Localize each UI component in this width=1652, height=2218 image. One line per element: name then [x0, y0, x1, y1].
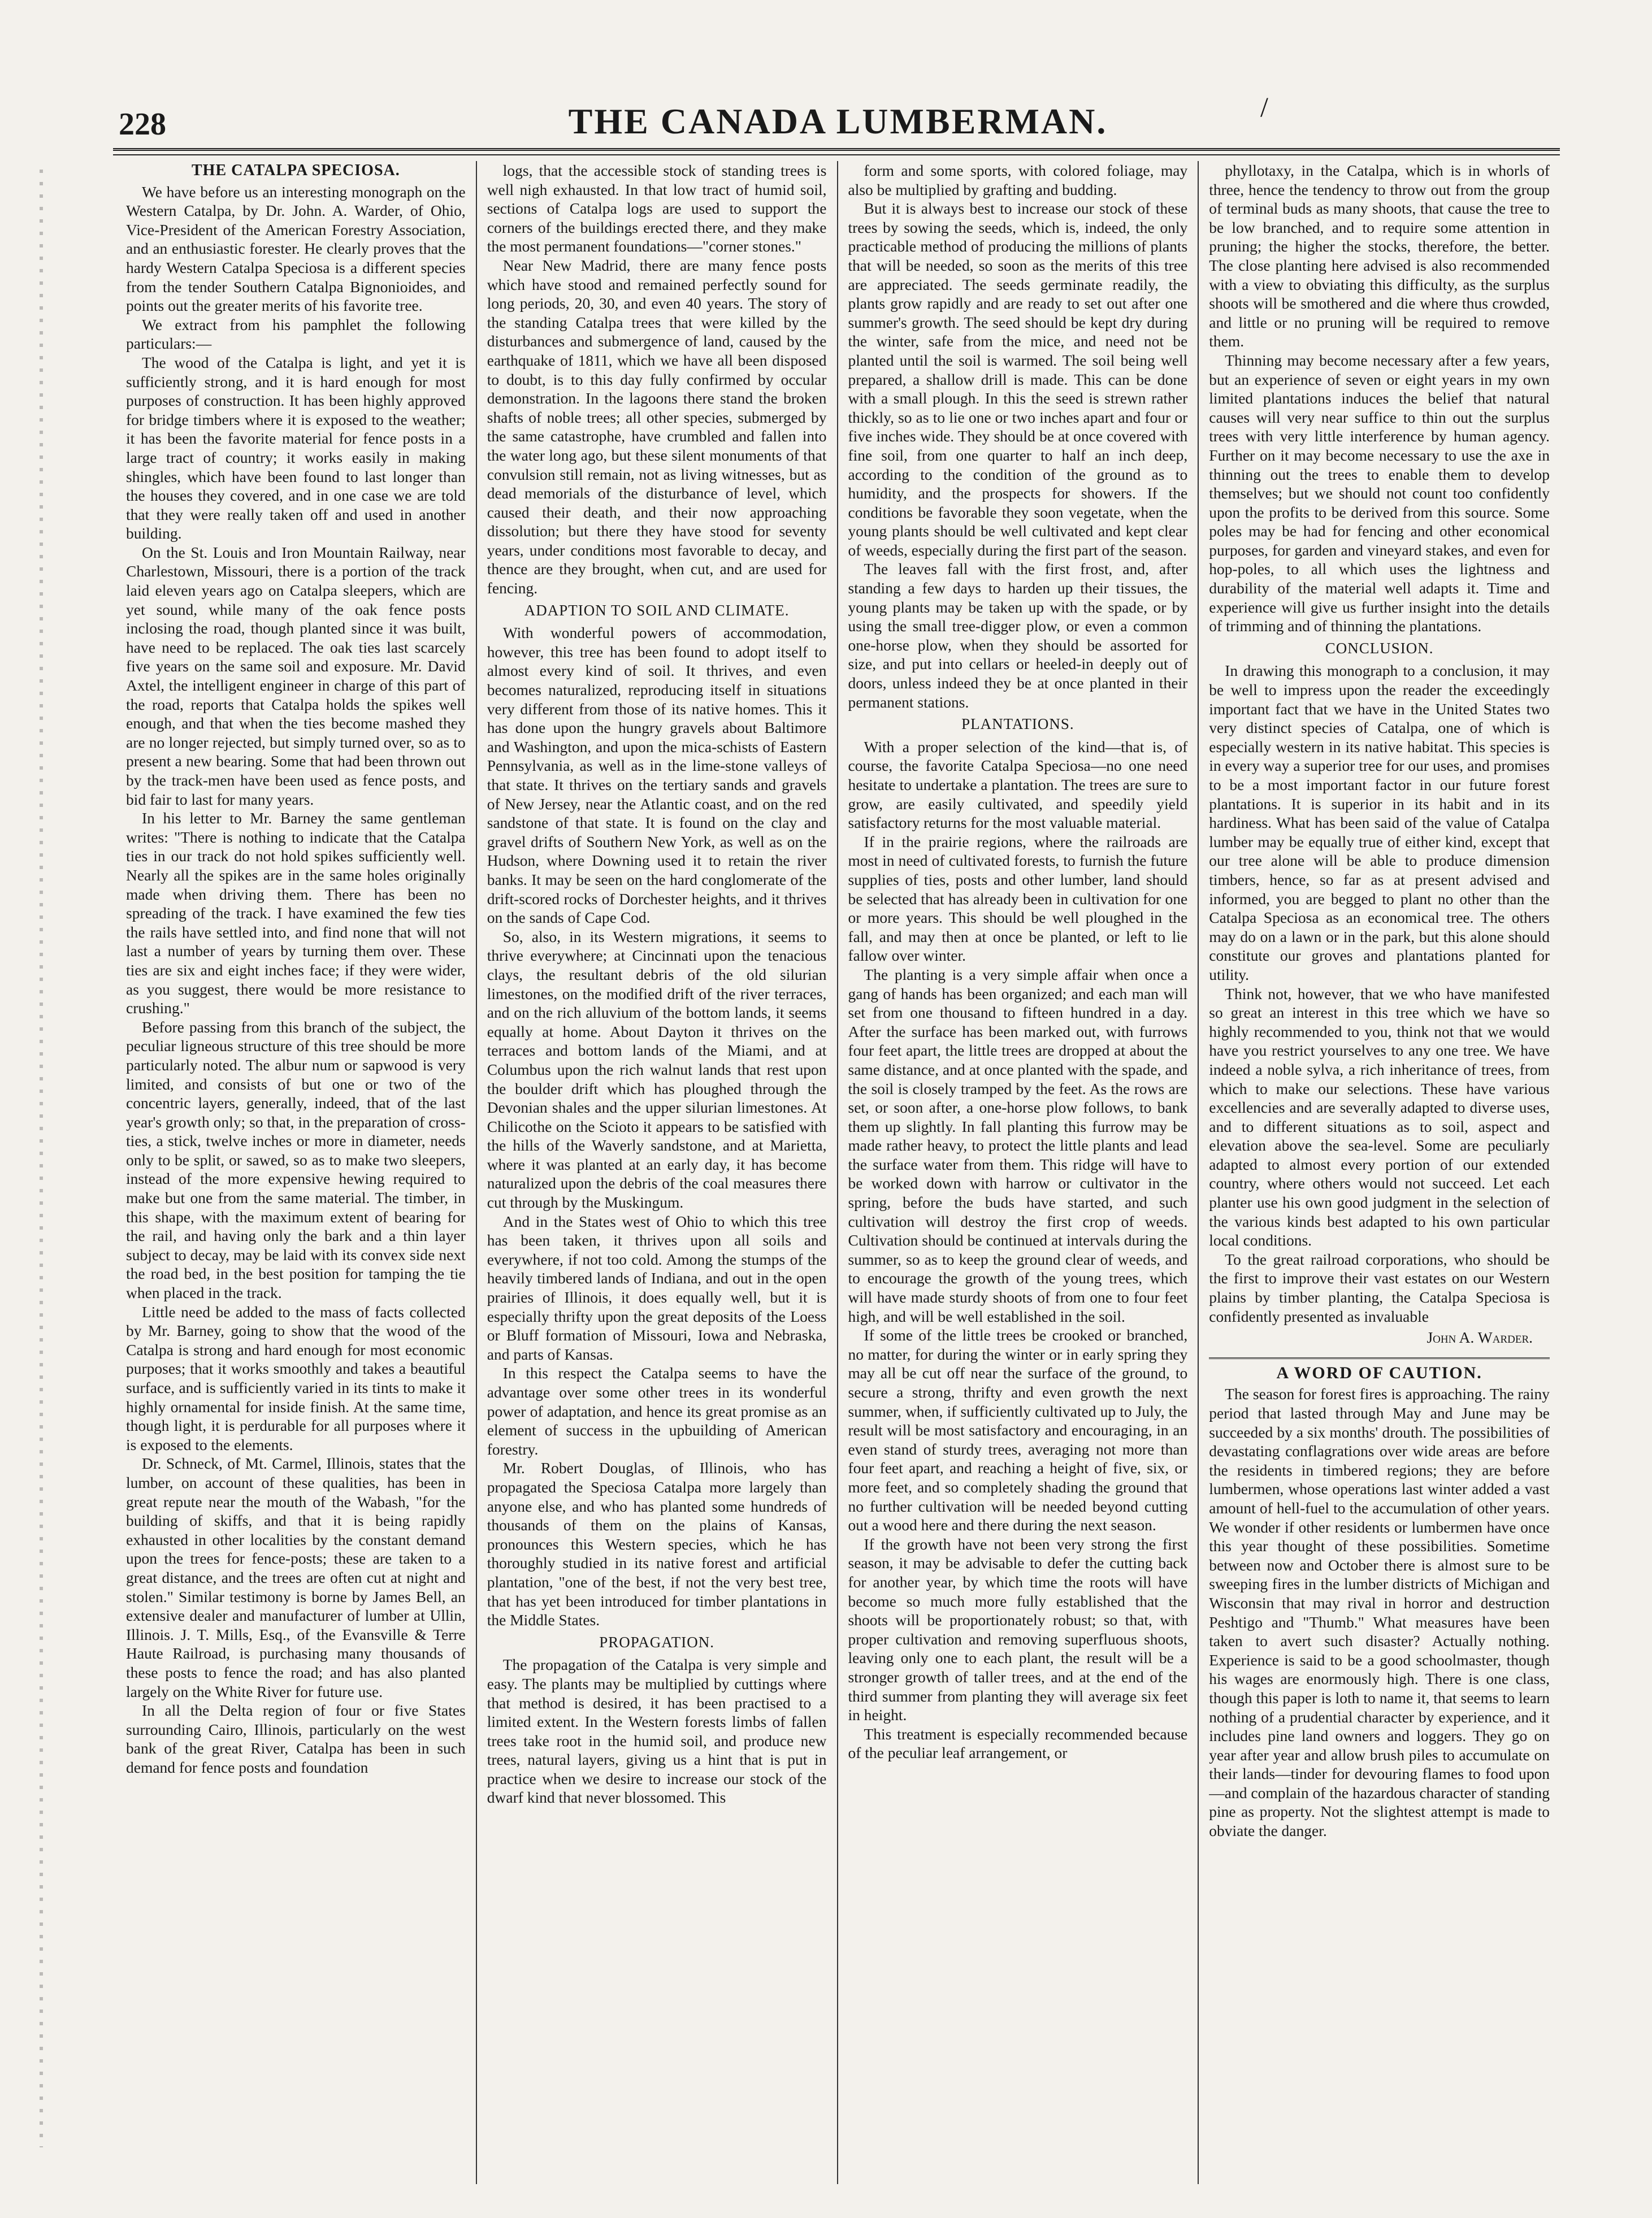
paragraph: So, also, in its Western migrations, it seems to thrive everywhere; at Cincinnati upon the tenacious clays, the resultant debris of the old silurian limestones, on the modified drift of the river terraces, and on the rich alluvium of the bottom lands, it seems equally at home. About Dayton it thrives on the terraces and bottom lands of the Miami, and at Columbus upon the rich walnut lands that rest upon the boulder drift which has ploughed through the Devonian shales and the upper silurian limestones. At Chilicothe on the Scioto it appears to be satisfied with the hills of the Waverly sandstone, and at Marietta, where it was planted at an early day, it has become naturalized upon the debris of the coal measures there cut through by the Muskingum. — [487, 927, 827, 1212]
paragraph: Mr. Robert Douglas, of Illinois, who has propagated the Speciosa Catalpa more largely than anyone else, and who has planted some hundreds of thousands of them on the plains of Kansas, pronounces this Western species, which he has thoroughly studied in its native forest and artificial plantation, "one of the best, if not the very best tree, that has yet been introduced for timber plantations in the Middle States. — [487, 1459, 827, 1629]
paragraph: The leaves fall with the first frost, and, after standing a few days to harden up their tissues, the young plants may be taken up with the spade, or by using the small tree-digger plow, or even a common one-horse plow, when they should be assorted for size, and put into cellars or heeled-in deeply out of doors, unless indeed they be at once planted in their permanent stations. — [848, 560, 1188, 711]
header-rule — [113, 148, 1560, 155]
column-1 — [116, 161, 477, 2184]
column-2 — [477, 161, 838, 2184]
caution-title: A WORD OF CAUTION. — [1276, 1363, 1482, 1382]
section-title-plantations: PLANTATIONS. — [961, 715, 1074, 733]
article-title: THE CATALPA SPECIOSA. — [192, 162, 400, 179]
paragraph: The planting is a very simple affair when once a gang of hands has been organized; and each man will set from one thousand to fifteen hundred in a day. After the surface has been marked out, with furrows four feet apart, the little trees are dropped at about the same distance, and at once planted with the spade, and the soil is closely tramped by the feet. As the rows are set, or soon after, a one-horse plow follows, to bank them up slightly. In fall planting this furrow may be made rather heavy, to protect the little plants and lead the surface water from them. This ridge will have to be worked down with harrow or cultivator in the spring, before the buds have started, and such cultivation will destroy the first crop of weeds. Cultivation should be continued at intervals during the summer, so as to keep the ground clear of weeds, and to encourage the growth of the young trees, which will have made sturdy shoots of from one to four feet high, and will be well established in the soil. — [848, 965, 1188, 1325]
paragraph: But it is always best to increase our stock of these trees by sowing the seeds, which is, indeed, the only practicable method of producing the millions of plants that will be needed, so soon as the merits of this tree are appreciated. The seeds germinate readily, the plants grow rapidly and are ready to set out after one summer's growth. The seed should be kept dry during the winter, safe from the mice, and need not be planted until the soil is warmed. The soil being well prepared, a shallow drill is made. This can be done with a small plough. In this the seed is strewn rather thickly, so as to lie one or two inches apart and four or five inches wide. They should be at once covered with fine soil, from one quarter to half an inch deep, according to the condition of the ground as to humidity, and the prospects for showers. If the conditions be favorable they soon vegetate, when the young plants should be well cultivated and kept clear of weeds, especially during the first part of the season. — [848, 199, 1188, 559]
col4-body-a — [1209, 161, 1550, 636]
column-3 — [838, 161, 1199, 2184]
paragraph: In his letter to Mr. Barney the same gentleman writes: "There is nothing to indicate that the Catalpa ties in our track do not hold spikes sufficiently well. Nearly all the spikes are in the same holes originally made when driving them. There has been no spreading of the track. I have examined the few ties the rails have settled into, and find none that will not last a number of years by turning them over. These ties are six and eight inches face; if they were wider, as you suggest, there would be more resistance to crushing." — [126, 809, 466, 1017]
paragraph: The season for forest fires is approaching. The rainy period that lasted through May and June may be succeeded by a six months' drouth. The possibilities of devastating conflagrations over wide areas are before the residents in timbered regions; they are before lumbermen, whose operations last winter added a vast amount of hell-fuel to the accumulation of other years. We wonder if other residents or lumbermen have once this year thought of these possibilities. Sometime between now and October there is almost sure to be sweeping fires in the lumber districts of Michigan and Wisconsin that may rival in horror and destruction Peshtigo and "Thumb." What measures have been taken to avert such disaster? Actually nothing. Experience is said to be a good schoolmaster, though his wages are enormously high. There is one class, though this paper is loth to name it, that seems to learn nothing of a prudential character by experience, and it includes pine land owners and loggers. They go on year after year and allow brush piles to accumulate on their lands—tinder for devouring flames to food upon—and complain of the hazardous character of standing pine as property. Not the slightest attempt is made to obviate the danger. — [1209, 1385, 1550, 1840]
paragraph: Dr. Schneck, of Mt. Carmel, Illinois, states that the lumber, on account of these qualities, has been in great repute near the mouth of the Wabash, "for the building of skiffs, and that it is being rapidly exhausted in other localities by the constant demand upon the trees for fence-posts; these are taken to a great distance, and the trees are often cut at night and stolen." Similar testimony is borne by James Bell, an extensive dealer and manufacturer of lumber at Ullin, Illinois. J. T. Mills, Esq., of the Evansville & Terre Haute Railroad, is purchasing many thousands of these posts to fence the road; and has also planted largely on the White River for future use. — [126, 1455, 466, 1700]
col2-body-c — [487, 1655, 827, 1807]
paragraph: On the St. Louis and Iron Mountain Railway, near Charlestown, Missouri, there is a portion of the track laid eleven years ago on Catalpa sleepers, which are yet sound, while many of the oak fence posts inclosing the road, though planted since it was built, have need to be replaced. The oak ties last scarcely five years on the same soil and exposure. Mr. David Axtel, the intelligent engineer in charge of this part of the road, reports that Catalpa holds the spikes well enough, and that when the ties become mashed they are no longer rejected, but simply turned over, so as to present a new bearing. Some that had been thrown out by the track-men have been used as fence posts, and bid fair to last for many years. — [126, 543, 466, 808]
paragraph: Think not, however, that we who have manifested so great an interest in this tree which we have so highly recommended to you, think not that we would have you restrict yourselves to any one tree. We have indeed a noble sylva, a rich inheritance of trees, from which to make our selections. These have various excellencies and are severally adapted to diverse uses, and to different situations as to soil, aspect and elevation above the sea-level. Some are peculiarly adapted to almost every portion of our extended country, where others would not succeed. Let each planter use his own good judgment in the selection of the various kinds best adapted to his own particular local conditions. — [1209, 984, 1550, 1249]
col2-body-b — [487, 623, 827, 1629]
paragraph: We extract from his pamphlet the following particulars:— — [126, 315, 466, 353]
paragraph: Near New Madrid, there are many fence posts which have stood and remained perfectly sound for long periods, 20, 30, and even 40 years. The story of the standing Catalpa trees that were killed by the disturbances and submergence of land, caused by the earthquake of 1811, which we have all been disposed to doubt, is to this day fully confirmed by occular demonstration. In the lagoons there stand the broken shafts of noble trees; all other species, submerged by the same catastrophe, have crumbled and fallen into the water long ago, but these silent monuments of that convulsion still remain, not as living witnesses, but as dead memorials of the disturbance of level, which caused their death, and their now approaching dissolution; but there they have stood for seventy years, under conditions most favorable to decay, and thence are they brought, when cut, and are used for fencing. — [487, 256, 827, 597]
paragraph: And in the States west of Ohio to which this tree has been taken, it thrives upon all soils and everywhere, if not too cold. Among the stumps of the heavily timbered lands of Indiana, and out in the open prairies of Illinois, it does equally well, but it is especially thrifty upon the great deposits of the Loess or Bluff formation of Missouri, Iowa and Nebraska, and parts of Kansas. — [487, 1212, 827, 1363]
paragraph: With wonderful powers of accommodation, however, this tree has been found to adopt itself to almost every kind of soil. It thrives, and even becomes naturalized, reproducing itself in situations very different from those of its native homes. This it has done upon the hungry gravels about Baltimore and Washington, and upon the mica-schists of Eastern Pennsylvania, as well as in the lime-stone valleys of that state. It thrives on the tertiary sands and gravels of New Jersey, near the Atlantic coast, and on the red sandstone of that state. It is found on the clay and gravel drifts of Southern New York, as well as on the Hudson, where Downing used it to retain the river banks. It may be seen on the hard conglomerate of the drift-scored rocks of Dorchester heights, and it thrives on the sands of Cape Cod. — [487, 624, 827, 927]
paragraph: The wood of the Catalpa is light, and yet it is sufficiently strong, and it is hard enough for most purposes of construction. It has been highly approved for bridge timbers where it is exposed to the weather; it has been the favorite material for fence posts in a large tract of country; it works easily in making shingles, which have been found to last longer than the houses they covered, and in one case we are told that they were really taken off and used in another building. — [126, 353, 466, 542]
paragraph: logs, that the accessible stock of standing trees is well nigh exhausted. In that low tract of humid soil, sections of Catalpa logs are used to support the corners of the buildings erected there, and they make the most permanent foundations—"corner stones." — [487, 162, 827, 255]
paragraph: In this respect the Catalpa seems to have the advantage over some other trees in its wonderful power of adaptation, and hence its great promise as an element of success in the upbuilding of American forestry. — [487, 1364, 827, 1458]
section-title-conclusion: CONCLUSION. — [1325, 639, 1434, 657]
col4-body-b — [1209, 661, 1550, 1326]
corner-mark: / — [1260, 91, 1268, 123]
paragraph: If some of the little trees be crooked or branched, no matter, for during the winter or in early spring they may all be cut off near the surface of the ground, to secure a strong, thrifty and even growth the next summer, when, if sufficiently cultivated up to July, the result will be most satisfactory and encouraging, in an even stand of sturdy trees, averaging not more than four feet apart, and reaching a height of five, six, or more feet, and so completely shading the ground that no further cultivation will be needed beyond cutting out a wood here and there during the next season. — [848, 1326, 1188, 1534]
paragraph: This treatment is especially recommended because of the peculiar leaf arrangement, or — [848, 1725, 1188, 1762]
column-4 — [1199, 161, 1560, 2184]
col3-body-a — [848, 161, 1188, 711]
paragraph: form and some sports, with colored foliage, may also be multiplied by grafting and budding. — [848, 162, 1188, 198]
paragraph: Little need be added to the mass of facts collected by Mr. Barney, going to show that the wood of the Catalpa is strong and hard enough for most economic purposes; that it works smoothly and takes a beautiful surface, and is sufficiently varied in its tints to make it highly ornamental for inside finish. At the same time, though light, it is perdurable for all purposes where it is exposed to the elements. — [126, 1303, 466, 1453]
paragraph: If the growth have not been very strong the first season, it may be advisable to defer the cutting back for another year, by which time the roots will have become so much more fully established that the shoots will be proportionately robust; so that, with proper cultivation and removing superfluous shoots, leaving only one to each plant, the result will be a stronger growth of taller trees, and at the end of the third summer from planting they will average six feet in height. — [848, 1535, 1188, 1724]
columns — [116, 161, 1560, 2184]
col1-body — [126, 183, 466, 1777]
page-header — [119, 101, 1557, 146]
paragraph: The propagation of the Catalpa is very simple and easy. The plants may be multiplied by cuttings where that method is desired, it has been practised to a limited extent. In the Western forests limbs of fallen trees take root in the humid soil, and produce new trees, natural layers, giving us a hint that is put in practice when we desire to increase our stock of the dwarf kind that never blossomed. This — [487, 1656, 827, 1807]
paragraph: With a proper selection of the kind—that is, of course, the favorite Catalpa Speciosa—no one need hesitate to undertake a plantation. The trees are sure to grow, are easily cultivated, and speedily yield satisfactory returns for the most valuable material. — [848, 737, 1188, 832]
col2-body-a — [487, 161, 827, 598]
paragraph: Thinning may become necessary after a few years, but an experience of seven or eight years in my own limited plantations induces the belief that natural causes will very near suffice to thin out the surplus trees with very little interference by human agency. Further on it may become necessary to use the axe in thinning out the trees to enable them to develop themselves; but we should not count too confidently upon the profits to be derived from this source. Some poles may be had for fencing and other economical purposes, for garden and vineyard stakes, and even for hop-poles, to all which uses the lightness and durability of the material well adapts it. Time and experience will give us further insight into the details of trimming and of thinning the plantations. — [1209, 351, 1550, 635]
caution-body — [1209, 1384, 1550, 1840]
paragraph: In all the Delta region of four or five States surrounding Cairo, Illinois, particularly on the west bank of the great River, Catalpa has been in such demand for fence posts and foundation — [126, 1702, 466, 1776]
page-number: 228 — [119, 107, 166, 142]
binding-margin — [40, 170, 43, 2147]
paragraph: In drawing this monograph to a conclusion, it may be well to impress upon the reader the exceedingly important fact that we have in the United States two very distinct species of Catalpa, one of which is especially western in its native habitat. This species is in every way a superior tree for our uses, and promises to be a most important factor in our future forest plantations. It is superior in its habit and in its hardiness. What has been said of the value of Catalpa lumber may be equally true of either kind, except that our tree alone will be able to produce dimension timbers, hence, so far as at present advised and informed, you are begged to plant no other than the Catalpa Speciosa as an economical tree. The others may do on a lawn or in the park, but this alone should constitute our groves and plantations planted for utility. — [1209, 662, 1550, 983]
paragraph: We have before us an interesting monograph on the Western Catalpa, by Dr. John. A. Warder, of Ohio, Vice-President of the American Forestry Association, and an enthusiastic forester. He clearly proves that the hardy Western Catalpa Speciosa is a different species from the tender Southern Catalpa Bignonioides, and points out the greater merits of his favorite tree. — [126, 183, 466, 315]
paragraph: If in the prairie regions, where the railroads are most in need of cultivated forests, to furnish the future supplies of ties, posts and other lumber, land should be selected that has already been in cultivation for one or more years. This should be well ploughed in the fall, and may then at once be planted, or left to lie fallow over winter. — [848, 832, 1188, 965]
col3-body-b — [848, 737, 1188, 1763]
paragraph: Before passing from this branch of the subject, the peculiar ligneous structure of this tree should be more particularly noted. The albur num or sapwood is very limited, and consists of but one or two of the concentric layers, generally, indeed, that of the last year's growth only; so that, in the preparation of cross-ties, a stick, twelve inches or more in diameter, needs only to be split, or sawed, so as to make two sleepers, instead of the more expensive hewing required to make but one from the same material. The timber, in this shape, with the maximum extent of bearing for the rail, and having only the bark and a thin layer subject to decay, may be laid with its convex side next the road bed, in the best position for tamping the tie when placed in the track. — [126, 1018, 466, 1302]
paragraph: To the great railroad corporations, who should be the first to improve their vast estates on our Western plains by timber planting, the Catalpa Speciosa is confidently presented as invaluable — [1209, 1250, 1550, 1325]
paragraph: phyllotaxy, in the Catalpa, which is in whorls of three, hence the tendency to throw out from the group of terminal buds as many shoots, that cause the tree to be low branched, and to require some attention in pruning; the higher the stocks, therefore, the better. The close planting here advised is also recommended with a view to obviating this difficulty, as the surplus shoots will be smothered and die where thus crowded, and little or no pruning will be required to remove them. — [1209, 162, 1550, 350]
section-title-adaption: ADAPTION TO SOIL AND CLIMATE. — [524, 601, 790, 619]
caution-article — [1209, 1357, 1550, 1841]
author-signature: John A. Warder. — [1426, 1329, 1533, 1347]
publication-title: THE CANADA LUMBERMAN. — [568, 101, 1108, 141]
section-title-propagation: PROPAGATION. — [599, 1633, 715, 1651]
